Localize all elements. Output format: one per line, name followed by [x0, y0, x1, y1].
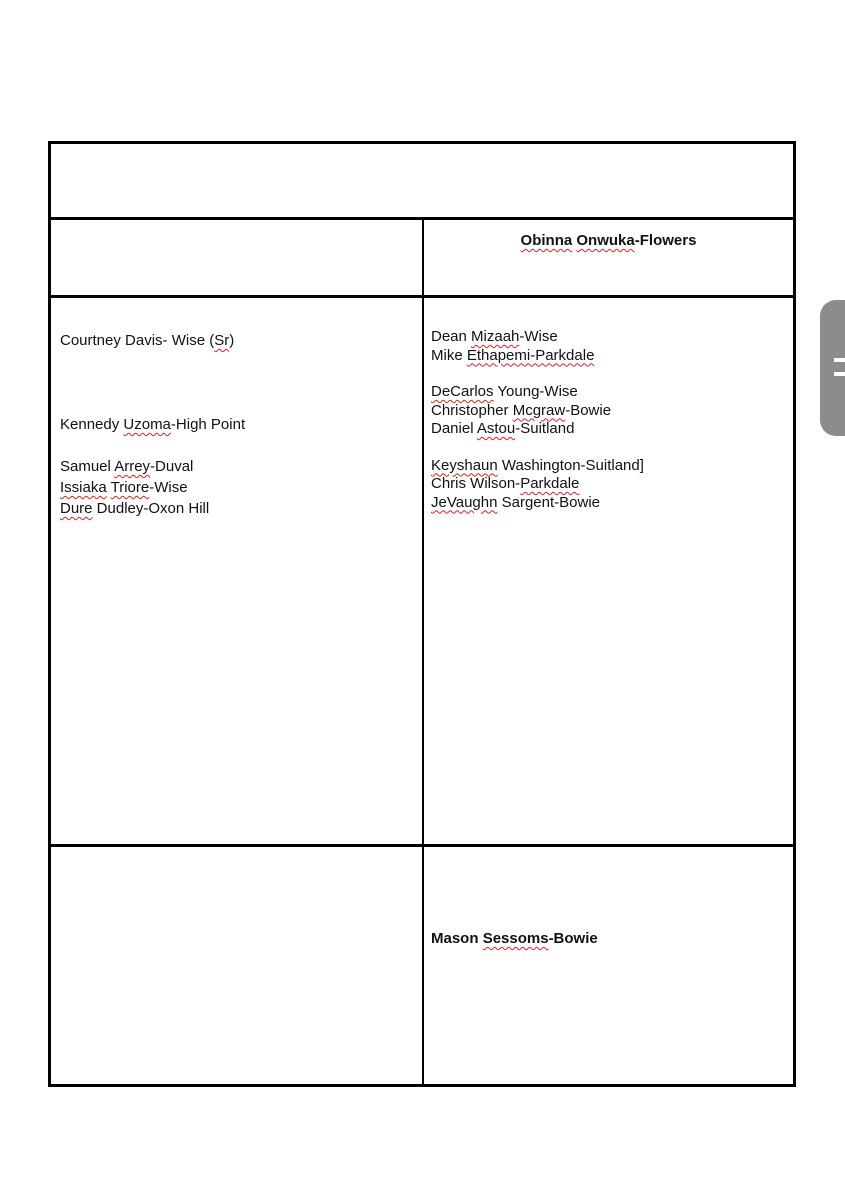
group-quarterback	[60, 330, 415, 351]
player-name: Mike Ethapemi-Parkdale	[431, 346, 595, 364]
player-name: Issiaka Triore-Wise	[60, 479, 188, 496]
defense-column	[431, 309, 786, 512]
all-county-sheet	[48, 141, 796, 1087]
player-name: Keyshaun Washington-Suitland]	[431, 456, 644, 474]
player-name: JeVaughn Sargent-Bowie	[431, 493, 601, 511]
offense-column	[60, 309, 415, 540]
side-pull-tab[interactable]	[820, 300, 845, 436]
player-name: Courtney Davis- Wise (Sr)	[60, 332, 235, 349]
player-name: Daniel Astou-Suitland	[431, 420, 575, 437]
group-linebacker	[431, 383, 786, 439]
player-name: Dean Mizaah-Wise	[431, 328, 558, 345]
player-name: DeCarlos Young-Wise	[431, 383, 578, 400]
column-divider	[422, 220, 424, 1084]
player-name: Christopher Mcgraw-Bowie	[431, 401, 612, 419]
special-team-entry	[431, 929, 598, 948]
player-name: Chris Wilson-Parkdale	[431, 475, 580, 492]
group-wide-receiver	[60, 414, 415, 435]
defensive-player-of-the-year	[423, 230, 794, 251]
defensive-poy-name: Obinna Onwuka-Flowers	[520, 232, 697, 249]
player-name: Kennedy Uzoma-High Point	[60, 416, 246, 433]
player-name: Samuel Arrey-Duval	[60, 458, 194, 475]
special-team-player: Mason Sessoms-Bowie	[431, 930, 598, 947]
player-name: Dure Dudley-Oxon Hill	[60, 500, 210, 517]
group-offensive-line	[60, 456, 415, 519]
group-defensive-back	[431, 457, 786, 513]
group-defensive-line	[431, 328, 786, 365]
tab-grip	[834, 372, 845, 376]
tab-grip	[834, 358, 845, 362]
